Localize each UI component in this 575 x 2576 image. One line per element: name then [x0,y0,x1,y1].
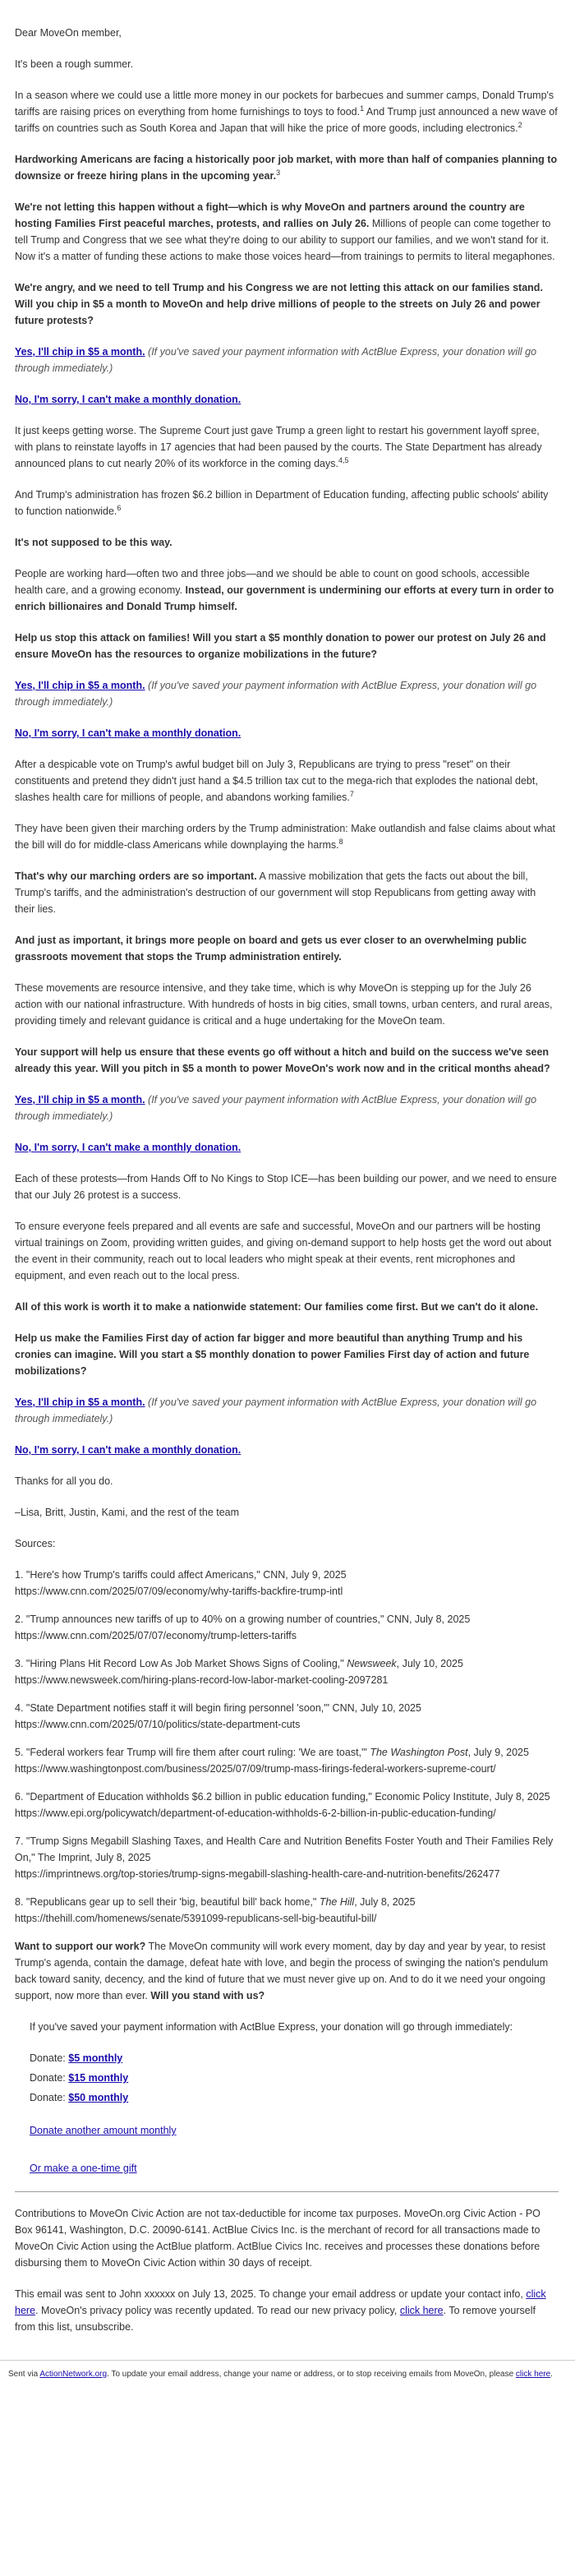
update-contact-link[interactable]: click here [15,2288,546,2316]
donate-other-row [30,2122,559,2139]
paragraph-job-market: Hardworking Americans are facing a historically poor job market, with more than half of companies planning to downsize or freeze hiring plans in the upcoming year.$^3$ [15,154,558,182]
cta-yes-block-1: Yes, I'll chip in $5 a month. (If you've saved your payment information with ActBlue Express, your donation will go through immediately.) [15,346,537,374]
donate-15-monthly-link[interactable]: $15 monthly [68,2072,129,2084]
paragraph-tariffs: In a season where we could use a little more money in our pockets for barbecues and summer camps, Donald Trump's tariffs are raising prices on everything from home furnishings to toys to food.$^1$ And Trump just announced a new wave of tariffs on countries such as South Korea and Japan that will hike the price of more goods, including electronics.$^2$ [15,90,558,134]
source-url: https://imprintnews.org/top-stories/trump-signs-megabill-slashing-health-care-and-nutrition-benefits/262477 [15,1868,500,1880]
paragraph-marching-orders: They have been given their marching orders by the Trump administration: Make outlandish and false claims about what the bill will do for middle-class Americans while downplaying the harms.$^8$ [15,823,555,851]
source-item: 8. "Republicans gear up to sell their 'big, beautiful bill' back home," The Hill, July 8, 2025 https://thehill.com/homenews/senate/5391099-republicans-sell-big-beautiful-bill/ [15,1896,416,1924]
cta-yes-block-2: Yes, I'll chip in $5 a month. (If you've saved your payment information with ActBlue Express, your donation will go through immediately.) [15,680,537,708]
ask-paragraph-4: Help us make the Families First day of action far bigger and more beautiful than anything Trump and his cronies can imagine. Will you start a $5 monthly donation to power Families First day of action and future mobilizations? [15,1332,530,1377]
paragraph-working-hard: People are working hard—often two and three jobs—and we should be able to count on good schools, accessible health care, and a growing economy. Instead, our government is undermining our efforts at every turn in order to enrich billionaires and Donald Trump himself. [15,568,554,612]
actblue-note: If you've saved your payment information with ActBlue Express, your donation will go through immediately: [30,2021,513,2033]
source-url: https://www.cnn.com/2025/07/09/economy/why-tariffs-backfire-trump-intl [15,1586,343,1597]
footer-sent-notice: This email was sent to John xxxxxx on July 13, 2025. To change your email address or update your contact info, click here. MoveOn's privacy policy was recently updated. To read our new privacy policy, click here. To remove yourself from this list, unsubscribe. [15,2288,546,2333]
actionnetwork-link[interactable]: ActionNetwork.org [39,2370,108,2379]
paragraph-just-as-important: And just as important, it brings more people on board and gets us ever closer to an overwhelming public grassroots movement that stops the Trump administration entirely. [15,935,527,963]
intro-line: It's been a rough summer. [15,58,134,70]
no-monthly-donation-link[interactable]: No, I'm sorry, I can't make a monthly donation. [15,1142,242,1153]
one-time-row [30,2160,559,2177]
sources-list [15,1567,559,1927]
paragraph-budget-bill: After a despicable vote on Trump's awful budget bill on July 3, Republicans are trying to press "reset" on their constituents and pretend they didn't just hand a $4.5 trillion tax cut to the mega-rich that explodes the national debt, slashes health care for millions of people, and abandons working families.$^7$ [15,759,538,803]
paragraph-our-orders: That's why our marching orders are so important. A massive mobilization that gets the facts out about the bill, Trump's tariffs, and the administration's destruction of our government will stop Republicans from getting away with their lies. [15,870,536,915]
ask-paragraph-3: Your support will help us ensure that these events go off without a hitch and build on the success we've seen already this year. Will you pitch in $5 a month to power MoveOn's work now and in the critical months ahead? [15,1046,550,1074]
source-url: https://www.newsweek.com/hiring-plans-record-low-labor-market-cooling-2097281 [15,1674,389,1686]
thanks-line: Thanks for all you do. [15,1475,113,1487]
donate-5-monthly-link[interactable]: $5 monthly [68,2052,123,2064]
paragraph-families-first: We're not letting this happen without a fight—which is why MoveOn and partners around the country are hosting Families First peaceful marches, protests, and rallies on July 26. Millions of people can come together to tell Trump and Congress that we see what they're doing to our ability to support our families, and we won't stand for it. Now it's a matter of funding these actions to make those voices heard—from trainings to permits to literal megaphones. [15,201,555,262]
paragraph-protests: Each of these protests—from Hands Off to No Kings to Stop ICE—has been building our power, and we need to ensure that our July 26 protest is a success. [15,1173,557,1201]
source-url: https://www.epi.org/policywatch/department-of-education-withholds-6-2-billion-in-public-education-funding/ [15,1807,496,1819]
signoff-line: –Lisa, Britt, Justin, Kami, and the rest of the team [15,1507,240,1518]
footnote-ref: 4,5 [338,455,349,464]
yes-chip-in-link[interactable]: Yes, I'll chip in $5 a month. [15,346,145,358]
no-monthly-donation-link[interactable]: No, I'm sorry, I can't make a monthly donation. [15,394,242,405]
ask-paragraph-1: We're angry, and we need to tell Trump and his Congress we are not letting this attack on our families stand. Will you chip in $5 a month to MoveOn and help drive millions of people to the streets on July 26 and power future protests? [15,282,543,326]
footnote-ref: 7 [349,789,354,798]
ask-paragraph-2: Help us stop this attack on families! Will you start a $5 monthly donation to power our protest on July 26 and ensure MoveOn has the resources to organize mobilizations in the future? [15,632,546,660]
source-item: 6. "Department of Education withholds $6.2 billion in public education funding," Economic Policy Institute, July 8, 2025 https://www.epi.org/policywatch/department-of-education-withholds-6-2-billion-in-public-education-funding/ [15,1791,550,1819]
yes-chip-in-link[interactable]: Yes, I'll chip in $5 a month. [15,1094,145,1106]
action-network-footer: Sent via ActionNetwork.org. To update your email address, change your name or address, or to stop receiving emails from MoveOn, please click here. [0,2360,575,2387]
source-url: https://www.washingtonpost.com/business/2025/07/09/trump-mass-firings-federal-workers-supreme-court/ [15,1763,496,1775]
source-item: 7. "Trump Signs Megabill Slashing Taxes, and Health Care and Nutrition Benefits Foster Youth and Their Families Rely On," The Imprint, July 8, 2025 https://imprintnews.org/top-stories/trump-signs-megabill-slashing-health-care-and-nutrition-benefits/262477 [15,1835,554,1880]
manage-email-link[interactable]: click here [515,2370,551,2379]
privacy-policy-link[interactable]: click here [399,2305,444,2316]
paragraph-families-come-first: All of this work is worth it to make a nationwide statement: Our families come first. But we can't do it alone. [15,1301,539,1313]
source-item: 1. "Here's how Trump's tariffs could affect Americans," CNN, July 9, 2025 https://www.cnn.com/2025/07/09/economy/why-tariffs-backfire-trump-intl [15,1569,347,1597]
source-item: 3. "Hiring Plans Hit Record Low As Job Market Shows Signs of Cooling," Newsweek, July 10, 2025 https://www.newsweek.com/hiring-plans-record-low-labor-market-cooling-2097281 [15,1658,463,1686]
footer-legal: Contributions to MoveOn Civic Action are not tax-deductible for income tax purposes. MoveOn.org Civic Action - PO Box 96141, Washington, D.C. 20090-6141. ActBlue Civics Inc. is the merchant of record for all transactions made to MoveOn Civic Action using the ActBlue platform. ActBlue Civics Inc. receives and processes these donations before disbursing them to MoveOn Civic Action within 30 days of receipt. [15,2208,540,2269]
paragraph-resources: These movements are resource intensive, and they take time, which is why MoveOn is stepping up for the July 26 action with our national infrastructure. With hundreds of hosts in big cities, small towns, urban centers, and rural areas, providing timely and relevant guidance is critical and a huge undertaking for the MoveOn team. [15,982,553,1027]
cta-no-block-1 [15,391,559,408]
donate-row: Donate: $15 monthly [30,2072,129,2084]
cta-no-block-2 [15,725,559,741]
source-item: 4. "State Department notifies staff it will begin firing personnel 'soon,'" CNN, July 10, 2025 https://www.cnn.com/2025/07/10/politics/state-department-cuts [15,1702,421,1730]
cta-yes-block-3: Yes, I'll chip in $5 a month. (If you've saved your payment information with ActBlue Express, your donation will go through immediately.) [15,1094,537,1122]
sources-label: Sources: [15,1538,56,1549]
support-paragraph: Want to support our work? The MoveOn community will work every moment, day by day and year by year, to resist Trump's agenda, contain the damage, defeat hate with love, and begin the process of swinging the nation's pendulum back toward sanity, decency, and the kind of future that we must never give up on. And to do it we need your ongoing support, now more than ever. Will you stand with us? [15,1941,549,2001]
footnote-ref: 6 [117,503,122,512]
source-item: 2. "Trump announces new tariffs of up to 40% on a growing number of countries," CNN, July 8, 2025 https://www.cnn.com/2025/07/07/economy/trump-letters-tariffs [15,1613,471,1641]
source-url: https://thehill.com/homenews/senate/5391099-republicans-sell-big-beautiful-bill/ [15,1913,377,1924]
footnote-ref: 1 [360,104,365,113]
cta-no-block-4 [15,1442,559,1458]
donate-50-monthly-link[interactable]: $50 monthly [68,2092,129,2103]
footnote-ref: 2 [518,120,522,129]
greeting: Dear MoveOn member, [15,27,122,39]
yes-chip-in-link[interactable]: Yes, I'll chip in $5 a month. [15,1396,145,1408]
paragraph-trainings: To ensure everyone feels prepared and all events are safe and successful, MoveOn and our partners will be hosting virtual trainings on Zoom, providing written guides, and giving on-demand support to help hosts get the word out about the event in their community, reach out to local leaders who might speak at their events, rent microphones and equipment, and even reach out to the local press. [15,1221,552,1281]
donate-block [30,2019,559,2177]
cta-no-block-3 [15,1139,559,1156]
one-time-gift-link[interactable]: Or make a one-time gift [30,2163,137,2174]
donate-row: Donate: $5 monthly [30,2052,123,2064]
source-url: https://www.cnn.com/2025/07/07/economy/trump-letters-tariffs [15,1630,297,1641]
cta-yes-block-4: Yes, I'll chip in $5 a month. (If you've saved your payment information with ActBlue Express, your donation will go through immediately.) [15,1396,537,1424]
source-url: https://www.cnn.com/2025/07/10/politics/state-department-cuts [15,1719,301,1730]
no-monthly-donation-link[interactable]: No, I'm sorry, I can't make a monthly donation. [15,727,242,739]
donate-another-amount-link[interactable]: Donate another amount monthly [30,2125,177,2136]
yes-chip-in-link[interactable]: Yes, I'll chip in $5 a month. [15,680,145,691]
footer-divider [15,2191,559,2192]
paragraph-education: And Trump's administration has frozen $6.2 billion in Department of Education funding, affecting public schools' ability to function nationwide.$^6$ [15,489,549,517]
footnote-ref: 3 [276,168,281,177]
donate-row: Donate: $50 monthly [30,2092,129,2103]
paragraph-layoffs: It just keeps getting worse. The Supreme Court just gave Trump a green light to restart his government layoff spree, with plans to reinstate layoffs in 17 agencies that had been paused by the courts. The State Department has already announced plans to cut nearly 20% of its workforce in the coming days.$^{4,5}$ [15,425,542,469]
no-monthly-donation-link[interactable]: No, I'm sorry, I can't make a monthly donation. [15,1444,242,1456]
footnote-ref: 8 [338,837,343,846]
paragraph-not-supposed: It's not supposed to be this way. [15,537,172,548]
source-item: 5. "Federal workers fear Trump will fire them after court ruling: 'We are toast,'" The Washington Post, July 9, 2025 https://www.washingtonpost.com/business/2025/07/09/trump-mass-firings-federal-workers-supreme-court/ [15,1747,529,1775]
